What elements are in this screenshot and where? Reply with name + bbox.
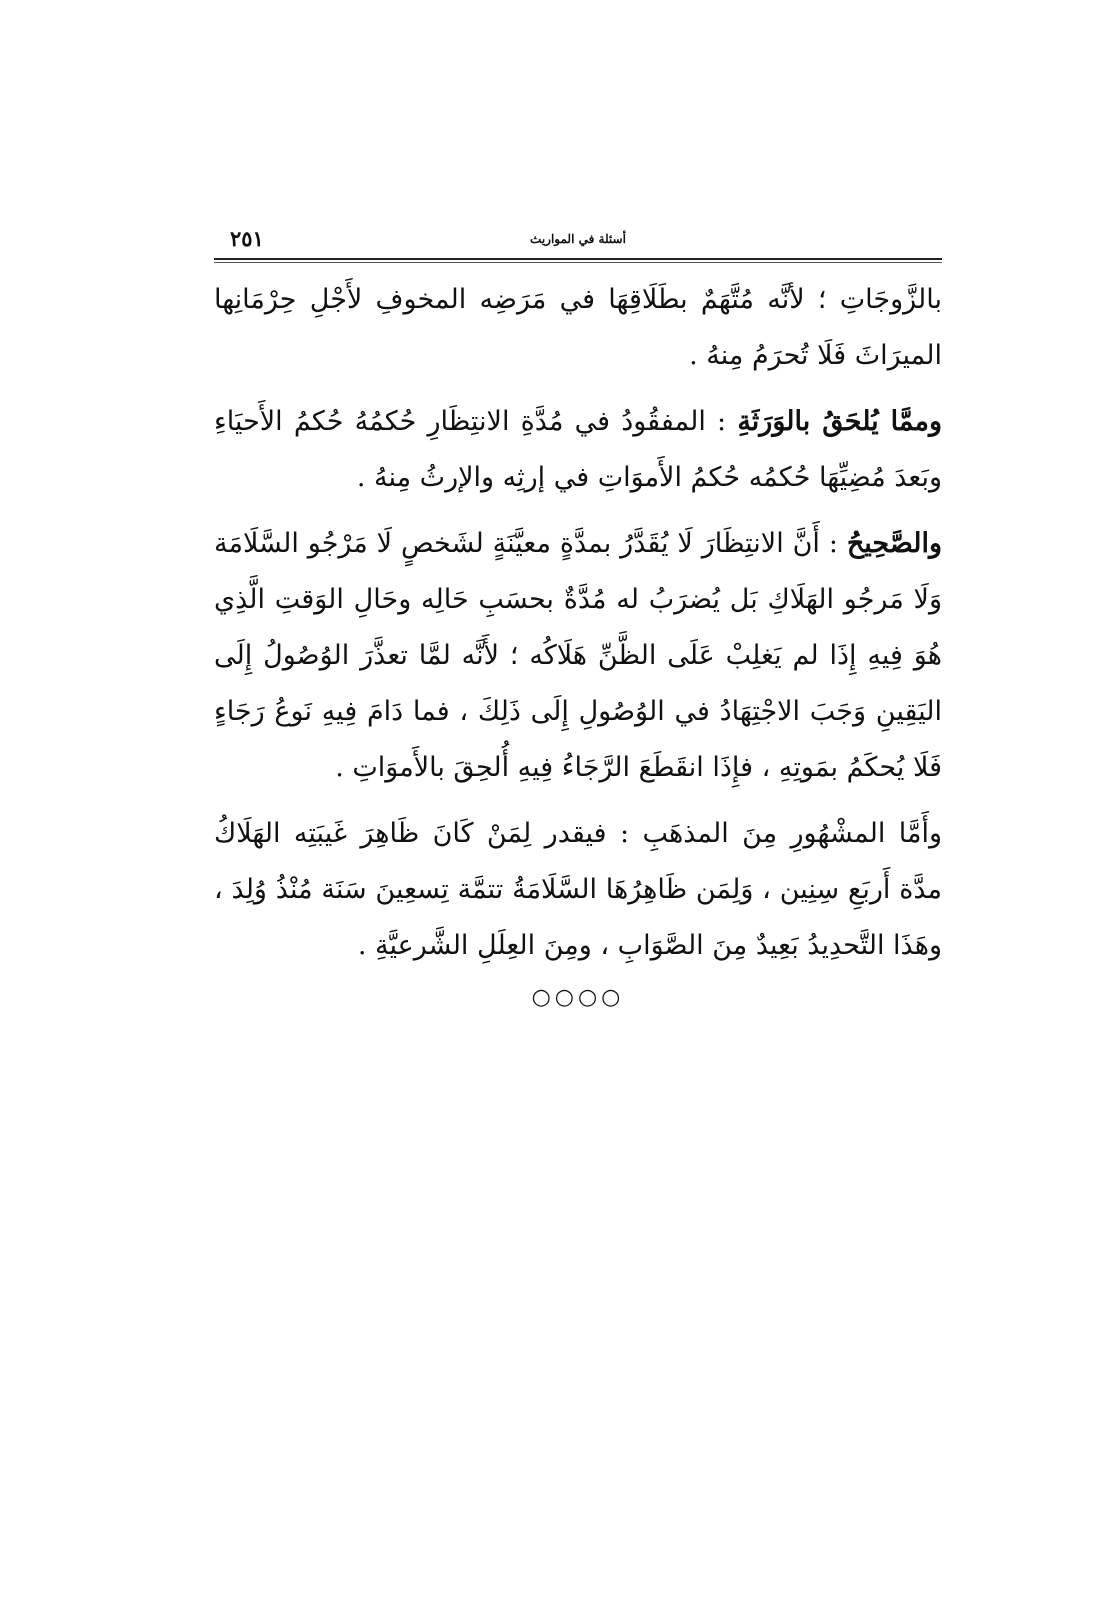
section-end-ornament: ○○○○ xyxy=(531,985,625,1010)
page-number: ٢٥١ xyxy=(230,226,264,251)
paragraph xyxy=(214,272,942,384)
paragraph xyxy=(214,516,942,796)
body-text xyxy=(214,272,942,984)
paragraph-lead: والصَّحِيحُ xyxy=(846,528,942,559)
page-header xyxy=(214,222,942,258)
paragraph-text: : المفقُودُ في مُدَّةِ الانتِظَارِ حُكمُهُ حُكمُ الأَحيَاءِ وبَعدَ مُضِيِّهَا حُكمُه حُكمُ الأَموَاتِ في إرثِه والإرثُ مِنهُ . xyxy=(214,406,942,493)
paragraph-text: : أَنَّ الانتِظَارَ لَا يُقَدَّرُ بمدَّةٍ معيَّنَةٍ لشَخصٍ لَا مَرْجُو السَّلَامَة وَلَا مَرجُو الهَلَاكِ بَل يُضرَبُ له مُدَّةٌ بحسَبِ حَالِه وحَالِ الوَقتِ الَّذِي هُوَ فِيهِ إِذَا لم يَغلِبْ عَلَى الظَّنِّ هَلَاكُه ؛ لأَنَّه لمَّا تعذَّرَ الوُصُولُ إِلَى اليَقِينِ وَجَبَ الاجْتِهَادُ في الوُصُولِ إِلَى ذَلِكَ ، فما دَامَ فِيهِ نَوعُ رَجَاءٍ فَلَا يُحكَمُ بمَوتِهِ ، فإِذَا انقَطَعَ الرَّجَاءُ فِيهِ أُلحِقَ بالأَموَاتِ . xyxy=(214,528,942,783)
paragraph-lead: وممَّا يُلحَقُ بالوَرَثَةِ xyxy=(737,406,943,437)
paragraph-text: بالزَّوجَاتِ ؛ لأنَّه مُتَّهَمٌ بطَلَاقِهَا في مَرَضِه المخوفِ لأَجْلِ حِرْمَانِها الميرَاثَ فَلَا تُحرَمُ مِنهُ . xyxy=(214,284,942,371)
header-rule-thin xyxy=(214,262,942,263)
running-title: أسئلة في المواريث xyxy=(530,232,626,246)
paragraph xyxy=(214,394,942,506)
header-rule xyxy=(214,258,942,260)
paragraph-text: وأَمَّا المشْهُورِ مِنَ المذهَبِ : فيقدر لِمَنْ كَانَ ظَاهِرَ غَيبَتِه الهَلَاكُ مدَّة أَربَعِ سِنِين ، وَلِمَن ظَاهِرُهَا السَّلَامَةُ تتمَّة تِسعِينَ سَنَة مُنْذُ وُلِدَ ، وهَذَا التَّحدِيدُ بَعِيدٌ مِنَ الصَّوَابِ ، ومِنَ العِلَلِ الشَّرعيَّةِ . xyxy=(214,818,942,961)
paragraph xyxy=(214,806,942,974)
